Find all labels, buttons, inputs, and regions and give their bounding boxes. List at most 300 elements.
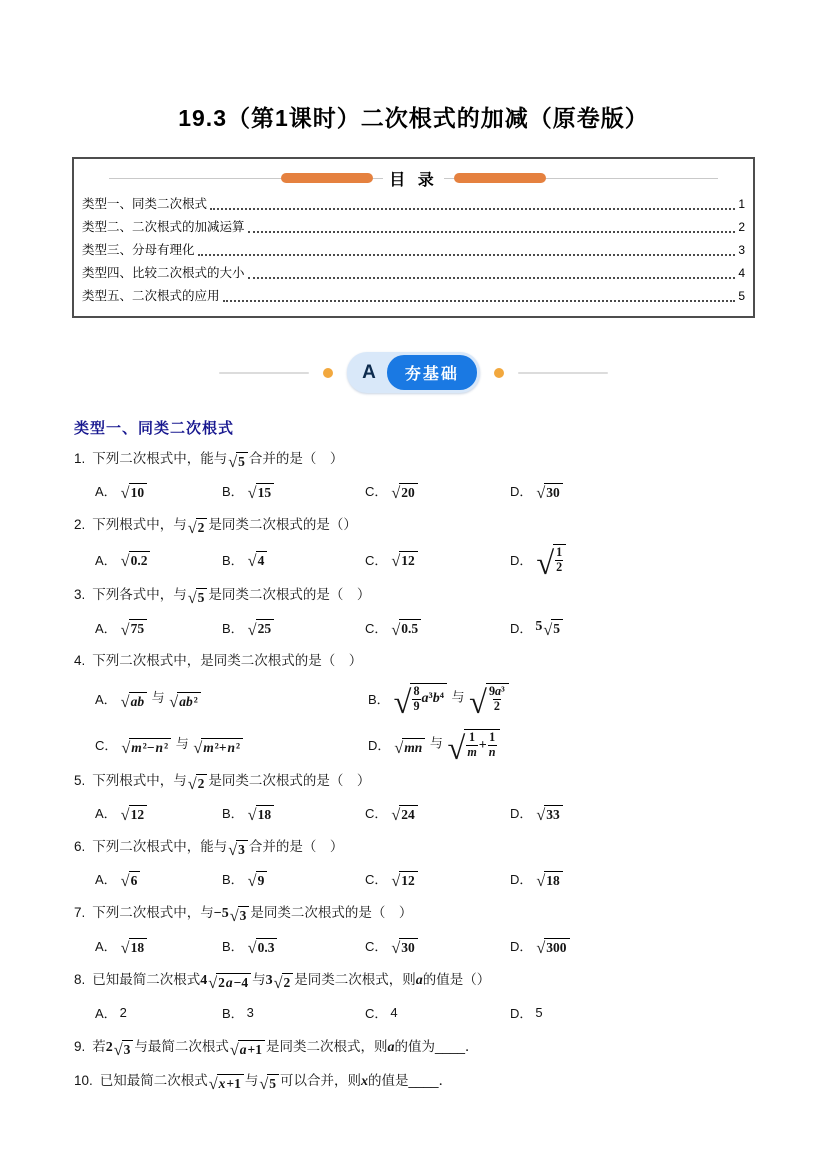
text-run: 与 (426, 735, 447, 751)
question-number: 4. (74, 653, 86, 669)
toc-entry[interactable] (82, 237, 745, 260)
question-stem (74, 583, 755, 607)
fraction-numerator: 1 (469, 730, 476, 745)
radicand (410, 683, 446, 713)
options-row (72, 614, 755, 640)
text-run: ． (438, 1072, 453, 1088)
sqrt-expression (248, 483, 274, 501)
sqrt-expression (208, 973, 251, 991)
sqrt-expression (391, 871, 417, 889)
option-value (120, 733, 244, 758)
toc-entry-label: 类型二、二次根式的加减运算 (82, 220, 245, 234)
radical-sign: √ (228, 840, 238, 859)
option-D (510, 544, 755, 582)
radicand: a +1 (238, 1040, 265, 1058)
sqrt-expression (230, 906, 250, 924)
option-value (247, 803, 275, 822)
option-D (510, 618, 755, 637)
option-value (535, 618, 564, 637)
option-value (120, 549, 152, 571)
toc-leader-dots (210, 208, 735, 210)
option-value (120, 1005, 127, 1020)
radical-sign: √ (543, 620, 553, 639)
radicand: 3 (238, 906, 250, 924)
toc-page-number: 4 (738, 266, 745, 280)
option-label: B． (222, 872, 244, 888)
radical-sign: √ (229, 906, 239, 925)
toc-accent-bar-right (454, 173, 546, 183)
sqrt-expression (391, 805, 417, 823)
sqrt-expression (248, 805, 274, 823)
sqrt-expression (391, 619, 421, 637)
toc-entry[interactable] (82, 214, 745, 237)
fraction-denominator: m (467, 745, 477, 760)
radical-sign: √ (120, 938, 130, 957)
text-run: 已知最简二次根式 (99, 1072, 208, 1088)
toc-leader-dots (223, 300, 736, 302)
radicand: 0.2 (129, 551, 151, 569)
option-label: B． (222, 806, 244, 822)
radicand: 3 (122, 1040, 134, 1058)
radicand: 5 (267, 1074, 279, 1092)
sqrt-expression (228, 452, 248, 470)
radical-sign: √ (536, 938, 546, 957)
text-run: 下列二次根式中，与 (92, 904, 214, 920)
question (72, 447, 755, 504)
option-A (95, 481, 222, 503)
math-run: 2 (105, 1039, 113, 1055)
text-run: 若 (92, 1038, 106, 1054)
text-run: 是同类二次根式的是（ ） (208, 587, 371, 603)
option-B (368, 683, 755, 722)
option-label: D． (510, 806, 533, 822)
option-C (365, 869, 510, 888)
sqrt-expression (248, 938, 278, 956)
option-C (365, 549, 510, 571)
sqrt-expression (121, 738, 171, 756)
option-A (95, 936, 222, 955)
option-A (95, 549, 222, 571)
question-stem (74, 649, 755, 673)
radicand (464, 729, 499, 759)
option-value (390, 1005, 397, 1020)
radical-sign: √ (120, 693, 130, 712)
sqrt-expression (259, 1074, 279, 1092)
question-stem (74, 901, 755, 926)
option-A (95, 803, 222, 822)
radical-sign: √ (187, 589, 197, 608)
option-value (120, 803, 148, 822)
math-run: a (415, 972, 423, 988)
radicand: 12 (399, 551, 418, 569)
radical-sign: √ (120, 552, 130, 571)
text-run: 与 (447, 689, 469, 705)
fraction-numerator: 8 (413, 684, 420, 699)
toc-page-number: 1 (738, 197, 745, 211)
radical-sign: √ (247, 552, 257, 571)
radicand: 10 (129, 483, 148, 501)
question-number: 2. (74, 517, 86, 532)
text-run: 可以合并，则 (280, 1072, 362, 1088)
question-number: 6. (74, 838, 86, 854)
radical-sign: √ (169, 693, 179, 712)
sqrt-expression (543, 619, 563, 637)
option-label: C． (365, 806, 388, 822)
text-run: 的值是 (368, 1072, 409, 1088)
option-label: D． (510, 872, 533, 888)
sqrt-expression (248, 551, 268, 569)
question-stem (74, 1069, 755, 1094)
text-run: 下列根式中，与 (92, 772, 187, 788)
sqrt-expression (121, 483, 147, 501)
text-run: 3 (246, 1005, 254, 1021)
sqrt-expression (394, 738, 425, 756)
text-run: 与 (172, 736, 193, 752)
option-C (365, 803, 510, 822)
option-D (510, 1003, 755, 1022)
sqrt-expression (121, 871, 141, 889)
option-label: D． (510, 1006, 533, 1022)
option-label: B． (222, 620, 244, 636)
radicand: 12 (129, 805, 148, 823)
radicand: 5 (236, 452, 248, 470)
option-C (365, 1003, 510, 1022)
sqrt-expression (121, 619, 147, 637)
text-run: 的值是（） (422, 971, 491, 987)
radical-sign: √ (247, 871, 257, 890)
radical-sign: √ (394, 738, 404, 757)
question-number: 9. (74, 1038, 86, 1054)
sqrt-expression (391, 938, 417, 956)
option-label: B． (222, 484, 244, 500)
options-row (72, 544, 755, 582)
toc-page-number: 3 (738, 243, 745, 257)
radicand: 12 (399, 871, 418, 889)
fraction (488, 685, 506, 713)
sqrt-expression (248, 871, 268, 889)
option-label: B． (222, 552, 244, 568)
toc-entry-label: 类型四、比较二次根式的大小 (82, 266, 245, 280)
option-D (510, 481, 755, 503)
sqrt-expression (536, 483, 562, 501)
option-value (390, 549, 418, 571)
option-label: D． (510, 484, 533, 500)
radical-sign: √ (391, 938, 401, 957)
divider-dot-left (323, 368, 333, 378)
sqrt-expression (230, 1040, 265, 1058)
option-label: C． (95, 738, 118, 754)
option-value (535, 803, 563, 822)
option-value (247, 481, 275, 503)
question-stem (74, 447, 755, 471)
option-C (365, 481, 510, 503)
radicand: 300 (544, 938, 569, 956)
sqrt-expression (391, 551, 417, 569)
toc-page-number: 2 (738, 220, 745, 234)
sqrt-expression (536, 544, 566, 582)
page-title: 19.3（第1课时）二次根式的加减（原卷版） (178, 105, 649, 131)
text-run: 下列根式中，与 (92, 517, 187, 532)
sqrt-expression (536, 871, 562, 889)
option-A (95, 1003, 222, 1022)
radicand: 18 (544, 871, 563, 889)
radical-sign: √ (391, 552, 401, 571)
text-run: 与最简二次根式 (134, 1038, 229, 1054)
radicand: 2 (196, 518, 208, 536)
text-run: 与 (148, 690, 169, 706)
option-A (95, 687, 368, 712)
question (72, 835, 755, 892)
sqrt-expression (193, 738, 243, 756)
radical-sign: √ (193, 739, 203, 758)
radicand: 24 (399, 805, 418, 823)
question (72, 968, 755, 1026)
toc-entry[interactable] (82, 283, 745, 306)
fraction (555, 546, 563, 574)
sqrt-expression (469, 683, 509, 722)
radical-sign: √ (208, 1074, 218, 1093)
radicand: 0.3 (256, 938, 278, 956)
divider-dot-right (494, 368, 504, 378)
toc-leader-dots (248, 277, 736, 279)
sqrt-expression (188, 518, 208, 536)
text-run: ． (465, 1038, 479, 1054)
option-D (368, 729, 755, 768)
sqrt-expression (536, 938, 569, 956)
radicand: 5 (551, 619, 563, 637)
options-row (72, 866, 755, 892)
question (72, 583, 755, 640)
text-run: 4 (390, 1005, 398, 1021)
option-label: C． (365, 552, 388, 568)
option-label: D． (368, 738, 391, 754)
question-number: 7. (74, 904, 86, 920)
sqrt-expression (188, 588, 208, 606)
radicand: 25 (256, 619, 275, 637)
radicand: 2 (282, 973, 294, 991)
option-value (247, 936, 279, 955)
option-label: B． (222, 1006, 244, 1022)
radical-sign: √ (536, 805, 546, 824)
option-B (222, 1003, 365, 1022)
radicand: 9 (256, 871, 268, 889)
radicand: x +1 (217, 1074, 244, 1092)
radical-sign: √ (259, 1074, 269, 1093)
option-label: C． (365, 620, 388, 636)
option-label: C． (365, 872, 388, 888)
radicand: ab (129, 692, 148, 710)
radical-sign: √ (536, 484, 546, 503)
level-badge-label: 夯基础 (387, 355, 477, 390)
divider-rule-left (219, 372, 309, 374)
option-value (120, 618, 148, 637)
math-run: 4 (200, 972, 208, 988)
options-row (72, 478, 755, 504)
radical-sign: √ (536, 871, 546, 890)
option-label: A． (95, 691, 117, 707)
option-B (222, 481, 365, 503)
question (72, 1035, 755, 1060)
radicand: 6 (129, 871, 141, 889)
option-value (393, 729, 500, 768)
sqrt-expression (536, 805, 562, 823)
option-label: D． (510, 939, 533, 955)
sqrt-expression (209, 1074, 244, 1092)
math-run: x (361, 1073, 369, 1089)
text-run: 是同类二次根式，则 (266, 1038, 388, 1054)
question-stem (74, 513, 755, 537)
radicand: 0.5 (399, 619, 421, 637)
text-run: 下列二次根式中，能与 (92, 838, 228, 854)
text-run: 下列各式中，与 (92, 587, 187, 603)
radical-sign: √ (391, 871, 401, 890)
radical-sign: √ (121, 739, 131, 758)
sqrt-expression (248, 619, 274, 637)
option-label: A． (95, 620, 117, 636)
option-label: D． (510, 552, 533, 568)
divider-rule-right (518, 372, 608, 374)
question-stem (74, 769, 755, 793)
option-A (95, 618, 222, 637)
question (72, 649, 755, 768)
radicand (553, 544, 566, 574)
option-value (120, 936, 148, 955)
math-run: 3 (265, 972, 273, 988)
fraction-denominator: 9 (413, 698, 420, 713)
sqrt-expression (169, 692, 200, 710)
math-run: 5 (535, 618, 543, 634)
math-run: + (478, 737, 487, 753)
radical-sign: √ (120, 805, 130, 824)
text-run: ____ (408, 1072, 439, 1088)
level-badge-divider (72, 352, 755, 393)
option-B (222, 803, 365, 822)
radicand: 75 (129, 619, 148, 637)
option-value (393, 683, 510, 722)
text-run: 下列二次根式中，能与 (92, 451, 228, 466)
option-label: C． (365, 939, 388, 955)
radicand: 30 (544, 483, 563, 501)
option-C (95, 733, 368, 758)
radical-sign: √ (247, 484, 257, 503)
sqrt-expression (274, 973, 294, 991)
option-label: C． (365, 484, 388, 500)
options-row (72, 1000, 755, 1026)
question-number: 1. (74, 451, 86, 466)
fraction-denominator: 2 (493, 698, 500, 713)
radicand: 3 (236, 840, 248, 858)
toc-leader-dots (248, 231, 736, 233)
sqrt-expression (188, 774, 208, 792)
math-run: −5 (213, 905, 229, 921)
radical-sign: √ (247, 620, 257, 639)
option-label: B． (368, 691, 390, 707)
option-value (247, 869, 269, 888)
radicand: 2 (196, 774, 208, 792)
question-stem (74, 968, 755, 993)
option-B (222, 936, 365, 955)
level-badge-letter: A (362, 361, 376, 383)
radical-sign: √ (120, 484, 130, 503)
question-number: 5. (74, 772, 86, 788)
radicand: 15 (256, 483, 275, 501)
option-D (510, 803, 755, 822)
radicand: 4 (256, 551, 268, 569)
sqrt-expression (114, 1040, 134, 1058)
text-run: 下列二次根式中，是同类二次根式的是（ ） (92, 653, 363, 669)
text-run: 合并的是（ ） (248, 451, 344, 466)
radicand: ab ² (177, 692, 201, 710)
table-of-contents (72, 157, 755, 318)
radical-sign: √ (247, 938, 257, 957)
option-value (535, 869, 563, 888)
radical-sign: √ (536, 545, 555, 582)
radicand (486, 683, 509, 713)
radical-sign: √ (247, 805, 257, 824)
toc-header (82, 165, 745, 191)
option-value (390, 936, 418, 955)
fraction-denominator: 2 (556, 559, 563, 574)
toc-entry-label: 类型一、同类二次根式 (82, 197, 208, 211)
text-run: 是同类二次根式的是（ ） (250, 904, 413, 920)
text-run: 与 (252, 971, 266, 987)
sqrt-expression (121, 551, 151, 569)
sqrt-expression (393, 683, 447, 722)
section-heading: 类型一、同类二次根式 (74, 420, 235, 437)
text-run: 5 (535, 1005, 543, 1021)
option-value (120, 481, 148, 503)
option-label: A． (95, 872, 117, 888)
radical-sign: √ (187, 519, 197, 537)
sqrt-expression (391, 483, 417, 501)
option-value (247, 1005, 254, 1020)
option-value (247, 549, 269, 571)
fraction (412, 685, 420, 713)
radical-sign: √ (391, 484, 401, 503)
fraction-numerator: 1 (489, 730, 496, 745)
fraction (466, 731, 477, 759)
radicand: 33 (544, 805, 563, 823)
questions-list (72, 447, 755, 1094)
option-C (365, 618, 510, 637)
option-value (535, 936, 570, 955)
option-A (95, 869, 222, 888)
question (72, 513, 755, 582)
option-C (365, 936, 510, 955)
radical-sign: √ (187, 774, 197, 793)
sqrt-expression (121, 938, 147, 956)
radical-sign: √ (120, 871, 130, 890)
toc-heading: 目 录 (383, 167, 443, 190)
option-label: B． (222, 939, 244, 955)
radicand: 18 (256, 805, 275, 823)
toc-accent-bar-left (281, 173, 373, 183)
question (72, 769, 755, 826)
toc-entry[interactable] (82, 191, 745, 214)
option-value (390, 481, 418, 503)
options-row (72, 933, 755, 959)
option-value (390, 869, 418, 888)
fraction-numerator: 9a³ (488, 684, 505, 699)
fraction (488, 731, 497, 759)
option-D (510, 869, 755, 888)
radicand: 5 (196, 588, 208, 606)
radical-sign: √ (469, 685, 487, 722)
text-run: 是同类二次根式的是（ ） (208, 772, 371, 788)
toc-entry[interactable] (82, 260, 745, 283)
question (72, 901, 755, 959)
option-B (222, 869, 365, 888)
